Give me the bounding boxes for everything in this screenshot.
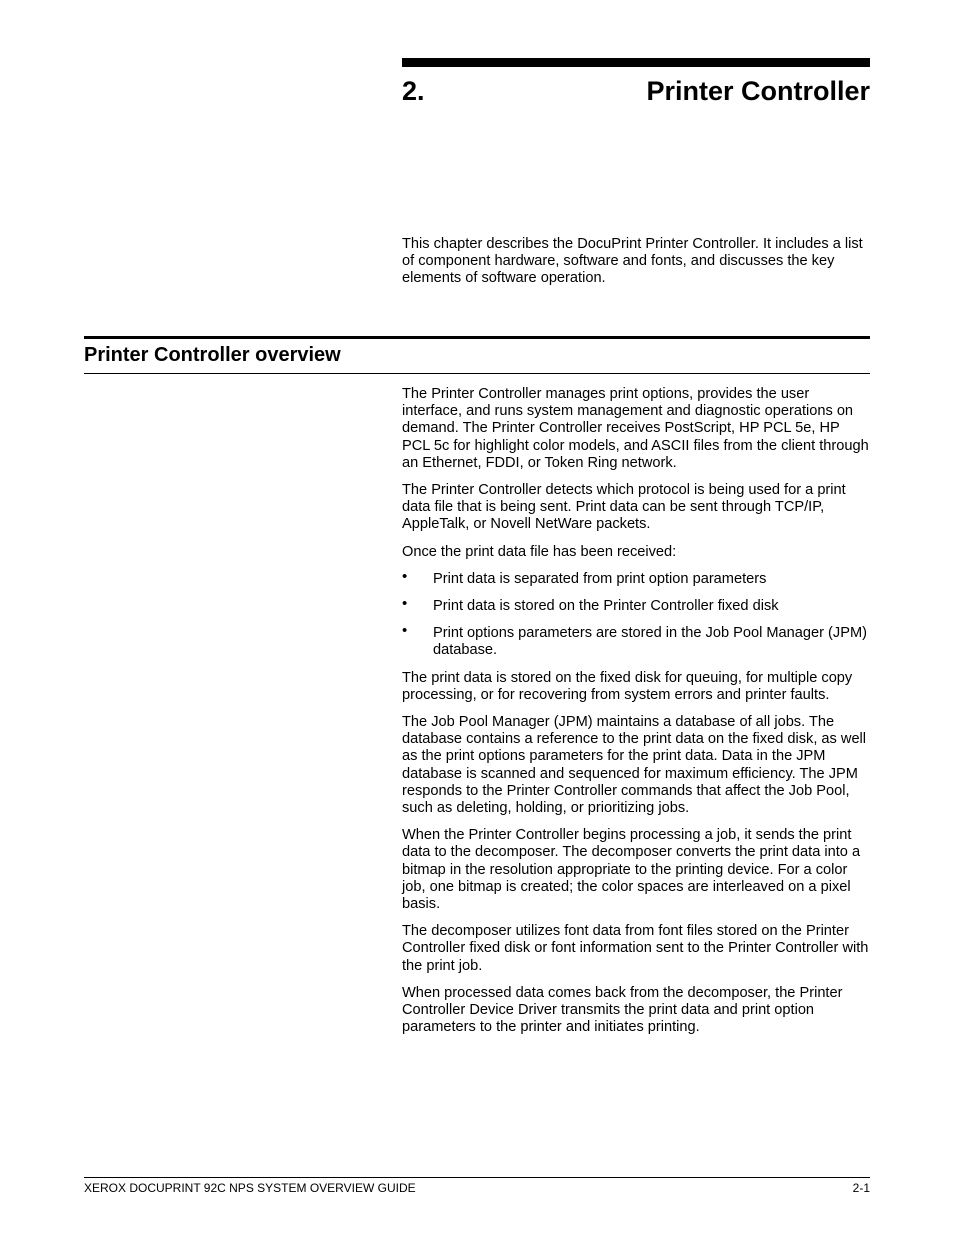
bullet-icon: • <box>402 567 408 585</box>
list-item-text: Print data is stored on the Printer Controller fixed disk <box>433 598 779 615</box>
paragraph: The print data is stored on the fixed disk for queuing, for multiple copy processing, or for recovering from system errors and printer faults. <box>402 669 853 703</box>
chapter-title: Printer Controller <box>646 76 870 106</box>
bullet-icon: • <box>402 595 408 613</box>
bullet-list <box>402 567 870 660</box>
section-body <box>402 386 870 1047</box>
paragraph: When the Printer Controller begins processing a job, it sends the print data to the decomposer. The decomposer converts the print data into a bitmap in the resolution appropriate to the printing device. For a color job, one bitmap is created; the color spaces are interleaved on a pixel basis. <box>402 827 861 913</box>
chapter-header-bar <box>402 58 870 67</box>
footer-page-number: 2-1 <box>852 1181 870 1195</box>
list-item <box>402 567 870 588</box>
paragraph: The Job Pool Manager (JPM) maintains a database of all jobs. The database contains a reference to the print data on the fixed disk, as well as the print options parameters for the print data. Data in the JPM database is scanned and sequenced for maximum efficiency. The JPM responds to the Printer Controller commands that affect the Job Pool, such as deleting, holding, or prioritizing jobs. <box>402 714 867 817</box>
paragraph: The Printer Controller detects which protocol is being used for a print data file that is being sent. Print data can be sent through TCP/IP, AppleTalk, or Novell NetWare packets. <box>402 482 846 533</box>
paragraph: When processed data comes back from the decomposer, the Printer Controller Device Driver transmits the print data and print option parameters to the printer and initiates printing. <box>402 984 843 1036</box>
footer-guide-title: XEROX DOCUPRINT 92C NPS SYSTEM OVERVIEW GUIDE <box>84 1181 416 1195</box>
bullet-icon: • <box>402 622 408 640</box>
chapter-number: 2. <box>402 76 425 106</box>
section-title: Printer Controller overview <box>84 344 341 366</box>
chapter-intro: This chapter describes the DocuPrint Printer Controller. It includes a list of component hardware, software and fonts, and discusses the key elements of software operation. <box>402 236 863 287</box>
list-item <box>402 595 870 615</box>
paragraph: The Printer Controller manages print options, provides the user interface, and runs system management and diagnostic operations on demand. The Printer Controller receives PostScript, HP PCL 5e, HP PCL 5c for highlight color models, and ASCII files from the client through an Ethernet, FDDI, or Token Ring network. <box>402 386 869 471</box>
section-rule-top <box>84 336 870 339</box>
list-item-text: Print data is separated from print option parameters <box>433 570 767 587</box>
paragraph: The decomposer utilizes font data from font files stored on the Printer Controller fixed disk or font information sent to the Printer Controller with the print job. <box>402 923 869 974</box>
list-item <box>402 622 870 659</box>
paragraph: Once the print data file has been received: <box>402 543 677 560</box>
footer-rule <box>84 1177 870 1178</box>
list-item-text: Print options parameters are stored in the Job Pool Manager (JPM) database. <box>433 625 867 659</box>
section-rule-bottom <box>84 373 870 374</box>
